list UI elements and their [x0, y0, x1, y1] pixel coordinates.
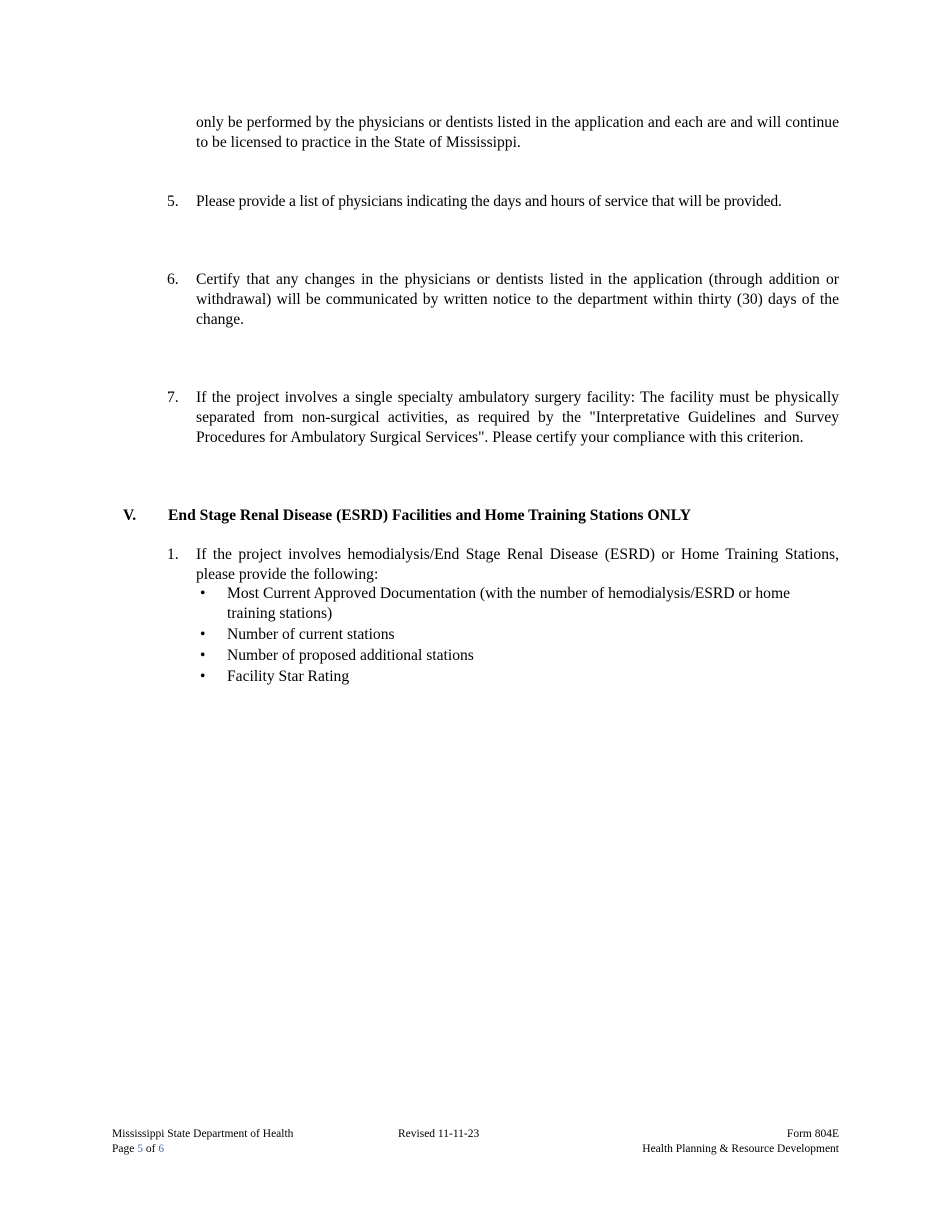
list-item-text: Number of current stations	[227, 626, 395, 643]
continuation-paragraph: only be performed by the physicians or dentists listed in the application and each are and will continue to be licensed to practice in the State of Mississippi.	[196, 114, 839, 151]
section-item-1-text: If the project involves hemodialysis/End Stage Renal Disease (ESRD) or Home Training Stations, please provide the following:	[196, 546, 839, 583]
item-6-text: Certify that any changes in the physicians or dentists listed in the application (through addition or withdrawal) will be communicated by written notice to the department within thirty (30) days of the change.	[196, 271, 839, 328]
list-item-text: Facility Star Rating	[227, 668, 350, 685]
item-7-number: 7.	[167, 389, 179, 406]
footer-page-indicator	[112, 1142, 164, 1157]
section-item-1-number: 1.	[167, 546, 179, 563]
footer-department: Mississippi State Department of Health	[112, 1128, 294, 1140]
item-7-text: If the project involves a single specialty ambulatory surgery facility: The facility must be physically separated from non-surgical activities, as required by the "Interpretative Guidelines and Survey Procedures for Ambulatory Surgical Services". Please certify your compliance with this criterion.	[196, 389, 839, 446]
list-item	[196, 584, 839, 624]
list-item	[196, 625, 839, 645]
bullet-icon: •	[200, 668, 206, 685]
section-title: End Stage Renal Disease (ESRD) Facilities and Home Training Stations ONLY	[168, 507, 692, 524]
footer-revised-date: Revised 11-11-23	[398, 1128, 480, 1140]
list-item	[196, 667, 839, 687]
footer-division: Health Planning & Resource Development	[642, 1143, 839, 1155]
bullet-icon: •	[200, 585, 206, 602]
page-label: Page	[112, 1143, 135, 1155]
item-6-number: 6.	[167, 271, 179, 288]
page-total-link[interactable]: 6	[158, 1143, 165, 1155]
item-5-number: 5.	[167, 193, 179, 210]
list-item-text: Number of proposed additional stations	[227, 647, 474, 664]
section-number: V.	[123, 507, 137, 524]
bullet-icon: •	[200, 626, 206, 643]
footer-form-number: Form 804E	[786, 1128, 839, 1140]
requirements-bullet-list	[196, 584, 839, 688]
page-current-link[interactable]: 5	[137, 1143, 143, 1155]
list-item-text: Most Current Approved Documentation (with the number of hemodialysis/ESRD or home training stations)	[227, 585, 791, 622]
page-of-label: of	[145, 1143, 156, 1155]
list-item	[196, 646, 839, 666]
item-5-text: Please provide a list of physicians indicating the days and hours of service that will be provided.	[196, 193, 782, 210]
bullet-icon: •	[200, 647, 206, 664]
